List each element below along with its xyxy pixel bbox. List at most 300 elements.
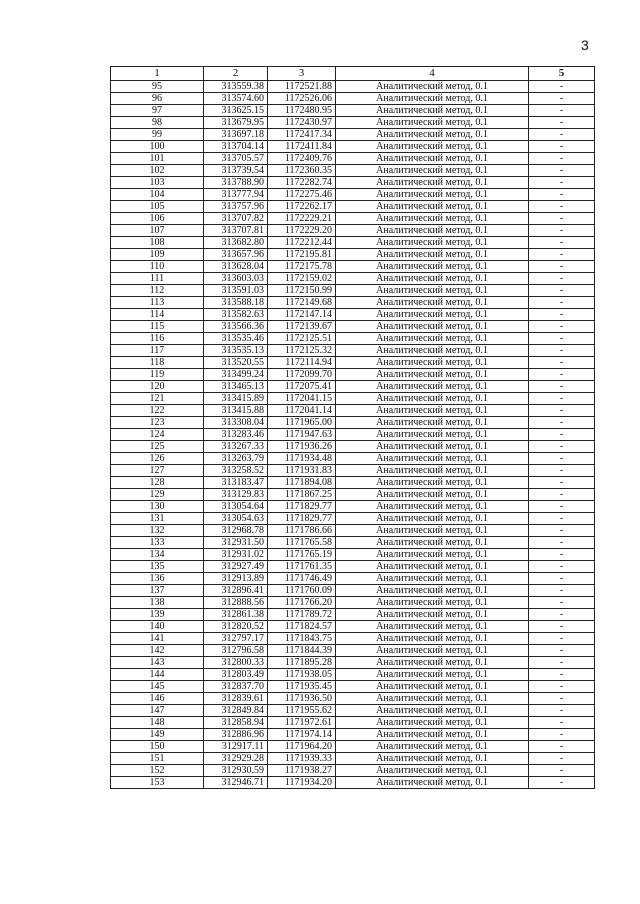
y-coordinate-cell: 1171938.05 xyxy=(268,669,336,681)
method-cell: Аналитический метод, 0.1 xyxy=(336,549,529,561)
x-coordinate-cell: 313499.24 xyxy=(204,369,268,381)
y-coordinate-cell: 1171934.20 xyxy=(268,777,336,789)
point-number-cell: 112 xyxy=(111,285,204,297)
method-cell: Аналитический метод, 0.1 xyxy=(336,597,529,609)
header-col-1: 1 xyxy=(111,67,204,81)
method-cell: Аналитический метод, 0.1 xyxy=(336,153,529,165)
table-row xyxy=(111,81,595,93)
note-cell: - xyxy=(529,717,595,729)
x-coordinate-cell: 312968.78 xyxy=(204,525,268,537)
x-coordinate-cell: 313777.94 xyxy=(204,189,268,201)
method-cell: Аналитический метод, 0.1 xyxy=(336,393,529,405)
table-row xyxy=(111,165,595,177)
method-cell: Аналитический метод, 0.1 xyxy=(336,633,529,645)
note-cell: - xyxy=(529,429,595,441)
table-row xyxy=(111,285,595,297)
x-coordinate-cell: 313657.96 xyxy=(204,249,268,261)
x-coordinate-cell: 313757.96 xyxy=(204,201,268,213)
x-coordinate-cell: 313308.04 xyxy=(204,417,268,429)
note-cell: - xyxy=(529,441,595,453)
table-row xyxy=(111,321,595,333)
note-cell: - xyxy=(529,321,595,333)
x-coordinate-cell: 313679.95 xyxy=(204,117,268,129)
x-coordinate-cell: 313465.13 xyxy=(204,381,268,393)
y-coordinate-cell: 1171935.45 xyxy=(268,681,336,693)
point-number-cell: 127 xyxy=(111,465,204,477)
table-row xyxy=(111,561,595,573)
y-coordinate-cell: 1171974.14 xyxy=(268,729,336,741)
note-cell: - xyxy=(529,753,595,765)
point-number-cell: 95 xyxy=(111,81,204,93)
method-cell: Аналитический метод, 0.1 xyxy=(336,693,529,705)
x-coordinate-cell: 313682.80 xyxy=(204,237,268,249)
point-number-cell: 141 xyxy=(111,633,204,645)
table-row xyxy=(111,345,595,357)
y-coordinate-cell: 1171938.27 xyxy=(268,765,336,777)
table-row xyxy=(111,393,595,405)
point-number-cell: 101 xyxy=(111,153,204,165)
x-coordinate-cell: 313559.38 xyxy=(204,81,268,93)
method-cell: Аналитический метод, 0.1 xyxy=(336,681,529,693)
y-coordinate-cell: 1171766.20 xyxy=(268,597,336,609)
y-coordinate-cell: 1172411.84 xyxy=(268,141,336,153)
method-cell: Аналитический метод, 0.1 xyxy=(336,249,529,261)
y-coordinate-cell: 1171829.77 xyxy=(268,513,336,525)
method-cell: Аналитический метод, 0.1 xyxy=(336,489,529,501)
x-coordinate-cell: 313707.81 xyxy=(204,225,268,237)
table-row xyxy=(111,669,595,681)
x-coordinate-cell: 313267.33 xyxy=(204,441,268,453)
note-cell: - xyxy=(529,129,595,141)
table-row xyxy=(111,105,595,117)
x-coordinate-cell: 313788.90 xyxy=(204,177,268,189)
point-number-cell: 151 xyxy=(111,753,204,765)
x-coordinate-cell: 312929.28 xyxy=(204,753,268,765)
x-coordinate-cell: 313588.18 xyxy=(204,297,268,309)
method-cell: Аналитический метод, 0.1 xyxy=(336,585,529,597)
x-coordinate-cell: 313582.63 xyxy=(204,309,268,321)
note-cell: - xyxy=(529,165,595,177)
table-row xyxy=(111,681,595,693)
y-coordinate-cell: 1172526.06 xyxy=(268,93,336,105)
table-row xyxy=(111,117,595,129)
method-cell: Аналитический метод, 0.1 xyxy=(336,465,529,477)
table-row xyxy=(111,597,595,609)
table-row xyxy=(111,609,595,621)
note-cell: - xyxy=(529,345,595,357)
y-coordinate-cell: 1171786.66 xyxy=(268,525,336,537)
note-cell: - xyxy=(529,657,595,669)
y-coordinate-cell: 1172195.81 xyxy=(268,249,336,261)
y-coordinate-cell: 1172282.74 xyxy=(268,177,336,189)
method-cell: Аналитический метод, 0.1 xyxy=(336,237,529,249)
point-number-cell: 117 xyxy=(111,345,204,357)
table-row xyxy=(111,441,595,453)
x-coordinate-cell: 313625.15 xyxy=(204,105,268,117)
method-cell: Аналитический метод, 0.1 xyxy=(336,201,529,213)
y-coordinate-cell: 1172229.20 xyxy=(268,225,336,237)
y-coordinate-cell: 1171936.26 xyxy=(268,441,336,453)
method-cell: Аналитический метод, 0.1 xyxy=(336,717,529,729)
table-row xyxy=(111,525,595,537)
method-cell: Аналитический метод, 0.1 xyxy=(336,705,529,717)
table-row xyxy=(111,189,595,201)
point-number-cell: 115 xyxy=(111,321,204,333)
y-coordinate-cell: 1171955.62 xyxy=(268,705,336,717)
table-row xyxy=(111,381,595,393)
y-coordinate-cell: 1171829.77 xyxy=(268,501,336,513)
table-row xyxy=(111,225,595,237)
point-number-cell: 107 xyxy=(111,225,204,237)
note-cell: - xyxy=(529,369,595,381)
note-cell: - xyxy=(529,333,595,345)
y-coordinate-cell: 1171765.58 xyxy=(268,537,336,549)
x-coordinate-cell: 312849.84 xyxy=(204,705,268,717)
table-row xyxy=(111,765,595,777)
note-cell: - xyxy=(529,261,595,273)
method-cell: Аналитический метод, 0.1 xyxy=(336,417,529,429)
table-row xyxy=(111,273,595,285)
point-number-cell: 111 xyxy=(111,273,204,285)
note-cell: - xyxy=(529,417,595,429)
point-number-cell: 149 xyxy=(111,729,204,741)
method-cell: Аналитический метод, 0.1 xyxy=(336,609,529,621)
method-cell: Аналитический метод, 0.1 xyxy=(336,429,529,441)
point-number-cell: 119 xyxy=(111,369,204,381)
y-coordinate-cell: 1171947.63 xyxy=(268,429,336,441)
coordinates-table xyxy=(110,66,595,789)
table-row xyxy=(111,129,595,141)
method-cell: Аналитический метод, 0.1 xyxy=(336,513,529,525)
point-number-cell: 145 xyxy=(111,681,204,693)
table-row xyxy=(111,465,595,477)
point-number-cell: 122 xyxy=(111,405,204,417)
method-cell: Аналитический метод, 0.1 xyxy=(336,189,529,201)
table-header-row xyxy=(111,67,595,81)
method-cell: Аналитический метод, 0.1 xyxy=(336,621,529,633)
point-number-cell: 147 xyxy=(111,705,204,717)
method-cell: Аналитический метод, 0.1 xyxy=(336,777,529,789)
method-cell: Аналитический метод, 0.1 xyxy=(336,369,529,381)
note-cell: - xyxy=(529,93,595,105)
note-cell: - xyxy=(529,561,595,573)
point-number-cell: 140 xyxy=(111,621,204,633)
point-number-cell: 99 xyxy=(111,129,204,141)
y-coordinate-cell: 1172430.97 xyxy=(268,117,336,129)
x-coordinate-cell: 313129.83 xyxy=(204,489,268,501)
point-number-cell: 148 xyxy=(111,717,204,729)
table-row xyxy=(111,177,595,189)
method-cell: Аналитический метод, 0.1 xyxy=(336,213,529,225)
point-number-cell: 126 xyxy=(111,453,204,465)
table-body xyxy=(111,81,595,789)
x-coordinate-cell: 312888.56 xyxy=(204,597,268,609)
x-coordinate-cell: 313183.47 xyxy=(204,477,268,489)
table-row xyxy=(111,657,595,669)
x-coordinate-cell: 312797.17 xyxy=(204,633,268,645)
table-row xyxy=(111,201,595,213)
note-cell: - xyxy=(529,693,595,705)
note-cell: - xyxy=(529,153,595,165)
table-row xyxy=(111,213,595,225)
point-number-cell: 97 xyxy=(111,105,204,117)
point-number-cell: 124 xyxy=(111,429,204,441)
y-coordinate-cell: 1171746.49 xyxy=(268,573,336,585)
x-coordinate-cell: 312796.58 xyxy=(204,645,268,657)
point-number-cell: 120 xyxy=(111,381,204,393)
note-cell: - xyxy=(529,249,595,261)
point-number-cell: 142 xyxy=(111,645,204,657)
table-row xyxy=(111,513,595,525)
method-cell: Аналитический метод, 0.1 xyxy=(336,129,529,141)
y-coordinate-cell: 1172409.76 xyxy=(268,153,336,165)
y-coordinate-cell: 1171843.75 xyxy=(268,633,336,645)
y-coordinate-cell: 1171867.25 xyxy=(268,489,336,501)
y-coordinate-cell: 1172229.21 xyxy=(268,213,336,225)
note-cell: - xyxy=(529,297,595,309)
y-coordinate-cell: 1172041.15 xyxy=(268,393,336,405)
header-col-2: 2 xyxy=(204,67,268,81)
x-coordinate-cell: 313603.03 xyxy=(204,273,268,285)
point-number-cell: 109 xyxy=(111,249,204,261)
table-row xyxy=(111,357,595,369)
note-cell: - xyxy=(529,81,595,93)
note-cell: - xyxy=(529,477,595,489)
y-coordinate-cell: 1171936.50 xyxy=(268,693,336,705)
method-cell: Аналитический метод, 0.1 xyxy=(336,141,529,153)
note-cell: - xyxy=(529,105,595,117)
method-cell: Аналитический метод, 0.1 xyxy=(336,501,529,513)
point-number-cell: 106 xyxy=(111,213,204,225)
point-number-cell: 110 xyxy=(111,261,204,273)
y-coordinate-cell: 1172149.68 xyxy=(268,297,336,309)
method-cell: Аналитический метод, 0.1 xyxy=(336,669,529,681)
method-cell: Аналитический метод, 0.1 xyxy=(336,453,529,465)
x-coordinate-cell: 313263.79 xyxy=(204,453,268,465)
table-row xyxy=(111,717,595,729)
x-coordinate-cell: 313739.54 xyxy=(204,165,268,177)
table-row xyxy=(111,645,595,657)
note-cell: - xyxy=(529,237,595,249)
point-number-cell: 125 xyxy=(111,441,204,453)
point-number-cell: 143 xyxy=(111,657,204,669)
x-coordinate-cell: 312896.41 xyxy=(204,585,268,597)
y-coordinate-cell: 1172159.02 xyxy=(268,273,336,285)
table-row xyxy=(111,741,595,753)
y-coordinate-cell: 1171761.35 xyxy=(268,561,336,573)
x-coordinate-cell: 313705.57 xyxy=(204,153,268,165)
method-cell: Аналитический метод, 0.1 xyxy=(336,645,529,657)
y-coordinate-cell: 1172480.95 xyxy=(268,105,336,117)
note-cell: - xyxy=(529,549,595,561)
method-cell: Аналитический метод, 0.1 xyxy=(336,165,529,177)
point-number-cell: 136 xyxy=(111,573,204,585)
y-coordinate-cell: 1172125.51 xyxy=(268,333,336,345)
y-coordinate-cell: 1171894.08 xyxy=(268,477,336,489)
x-coordinate-cell: 313574.60 xyxy=(204,93,268,105)
table-row xyxy=(111,705,595,717)
point-number-cell: 137 xyxy=(111,585,204,597)
point-number-cell: 103 xyxy=(111,177,204,189)
y-coordinate-cell: 1171934.48 xyxy=(268,453,336,465)
table-row xyxy=(111,573,595,585)
y-coordinate-cell: 1172139.67 xyxy=(268,321,336,333)
point-number-cell: 139 xyxy=(111,609,204,621)
table-row xyxy=(111,633,595,645)
point-number-cell: 98 xyxy=(111,117,204,129)
point-number-cell: 146 xyxy=(111,693,204,705)
x-coordinate-cell: 312839.61 xyxy=(204,693,268,705)
note-cell: - xyxy=(529,177,595,189)
note-cell: - xyxy=(529,681,595,693)
y-coordinate-cell: 1172150.99 xyxy=(268,285,336,297)
y-coordinate-cell: 1171964.20 xyxy=(268,741,336,753)
table-row xyxy=(111,297,595,309)
method-cell: Аналитический метод, 0.1 xyxy=(336,765,529,777)
y-coordinate-cell: 1171895.28 xyxy=(268,657,336,669)
method-cell: Аналитический метод, 0.1 xyxy=(336,285,529,297)
point-number-cell: 100 xyxy=(111,141,204,153)
table-row xyxy=(111,261,595,273)
y-coordinate-cell: 1172262.17 xyxy=(268,201,336,213)
note-cell: - xyxy=(529,705,595,717)
x-coordinate-cell: 313697.18 xyxy=(204,129,268,141)
method-cell: Аналитический метод, 0.1 xyxy=(336,225,529,237)
x-coordinate-cell: 313520.55 xyxy=(204,357,268,369)
note-cell: - xyxy=(529,525,595,537)
note-cell: - xyxy=(529,465,595,477)
point-number-cell: 135 xyxy=(111,561,204,573)
note-cell: - xyxy=(529,621,595,633)
point-number-cell: 131 xyxy=(111,513,204,525)
x-coordinate-cell: 312930.59 xyxy=(204,765,268,777)
method-cell: Аналитический метод, 0.1 xyxy=(336,117,529,129)
point-number-cell: 96 xyxy=(111,93,204,105)
note-cell: - xyxy=(529,597,595,609)
point-number-cell: 129 xyxy=(111,489,204,501)
y-coordinate-cell: 1172075.41 xyxy=(268,381,336,393)
point-number-cell: 118 xyxy=(111,357,204,369)
note-cell: - xyxy=(529,633,595,645)
x-coordinate-cell: 312917.11 xyxy=(204,741,268,753)
note-cell: - xyxy=(529,453,595,465)
method-cell: Аналитический метод, 0.1 xyxy=(336,81,529,93)
x-coordinate-cell: 312946.71 xyxy=(204,777,268,789)
y-coordinate-cell: 1172521.88 xyxy=(268,81,336,93)
table-row xyxy=(111,453,595,465)
table-row xyxy=(111,405,595,417)
method-cell: Аналитический метод, 0.1 xyxy=(336,405,529,417)
point-number-cell: 102 xyxy=(111,165,204,177)
method-cell: Аналитический метод, 0.1 xyxy=(336,309,529,321)
note-cell: - xyxy=(529,489,595,501)
table-row xyxy=(111,153,595,165)
x-coordinate-cell: 312861.38 xyxy=(204,609,268,621)
x-coordinate-cell: 313628.04 xyxy=(204,261,268,273)
note-cell: - xyxy=(529,741,595,753)
note-cell: - xyxy=(529,273,595,285)
table-row xyxy=(111,141,595,153)
method-cell: Аналитический метод, 0.1 xyxy=(336,321,529,333)
y-coordinate-cell: 1171844.39 xyxy=(268,645,336,657)
method-cell: Аналитический метод, 0.1 xyxy=(336,573,529,585)
point-number-cell: 121 xyxy=(111,393,204,405)
x-coordinate-cell: 313258.52 xyxy=(204,465,268,477)
x-coordinate-cell: 312913.89 xyxy=(204,573,268,585)
x-coordinate-cell: 313535.13 xyxy=(204,345,268,357)
x-coordinate-cell: 313054.63 xyxy=(204,513,268,525)
point-number-cell: 150 xyxy=(111,741,204,753)
x-coordinate-cell: 312837.70 xyxy=(204,681,268,693)
table-row xyxy=(111,729,595,741)
method-cell: Аналитический метод, 0.1 xyxy=(336,729,529,741)
y-coordinate-cell: 1172147.14 xyxy=(268,309,336,321)
note-cell: - xyxy=(529,225,595,237)
method-cell: Аналитический метод, 0.1 xyxy=(336,297,529,309)
table-row xyxy=(111,621,595,633)
method-cell: Аналитический метод, 0.1 xyxy=(336,753,529,765)
table-row xyxy=(111,753,595,765)
x-coordinate-cell: 312800.33 xyxy=(204,657,268,669)
method-cell: Аналитический метод, 0.1 xyxy=(336,441,529,453)
y-coordinate-cell: 1171939.33 xyxy=(268,753,336,765)
y-coordinate-cell: 1171824.57 xyxy=(268,621,336,633)
note-cell: - xyxy=(529,141,595,153)
table-row xyxy=(111,369,595,381)
table-row xyxy=(111,237,595,249)
page-number: 3 xyxy=(581,37,589,53)
y-coordinate-cell: 1172125.32 xyxy=(268,345,336,357)
x-coordinate-cell: 313535.46 xyxy=(204,333,268,345)
y-coordinate-cell: 1171789.72 xyxy=(268,609,336,621)
note-cell: - xyxy=(529,405,595,417)
x-coordinate-cell: 313591.03 xyxy=(204,285,268,297)
y-coordinate-cell: 1172275.46 xyxy=(268,189,336,201)
note-cell: - xyxy=(529,729,595,741)
method-cell: Аналитический метод, 0.1 xyxy=(336,273,529,285)
table-row xyxy=(111,477,595,489)
y-coordinate-cell: 1171765.19 xyxy=(268,549,336,561)
point-number-cell: 153 xyxy=(111,777,204,789)
note-cell: - xyxy=(529,201,595,213)
point-number-cell: 116 xyxy=(111,333,204,345)
x-coordinate-cell: 312931.50 xyxy=(204,537,268,549)
point-number-cell: 128 xyxy=(111,477,204,489)
y-coordinate-cell: 1172175.78 xyxy=(268,261,336,273)
table-row xyxy=(111,537,595,549)
note-cell: - xyxy=(529,501,595,513)
method-cell: Аналитический метод, 0.1 xyxy=(336,177,529,189)
point-number-cell: 144 xyxy=(111,669,204,681)
point-number-cell: 133 xyxy=(111,537,204,549)
note-cell: - xyxy=(529,189,595,201)
point-number-cell: 152 xyxy=(111,765,204,777)
table-row xyxy=(111,429,595,441)
method-cell: Аналитический метод, 0.1 xyxy=(336,477,529,489)
table-row xyxy=(111,585,595,597)
point-number-cell: 130 xyxy=(111,501,204,513)
x-coordinate-cell: 313707.82 xyxy=(204,213,268,225)
method-cell: Аналитический метод, 0.1 xyxy=(336,333,529,345)
note-cell: - xyxy=(529,309,595,321)
header-col-5: 5 xyxy=(529,67,595,81)
y-coordinate-cell: 1172360.35 xyxy=(268,165,336,177)
x-coordinate-cell: 312927.49 xyxy=(204,561,268,573)
method-cell: Аналитический метод, 0.1 xyxy=(336,657,529,669)
y-coordinate-cell: 1172114.94 xyxy=(268,357,336,369)
method-cell: Аналитический метод, 0.1 xyxy=(336,105,529,117)
note-cell: - xyxy=(529,357,595,369)
